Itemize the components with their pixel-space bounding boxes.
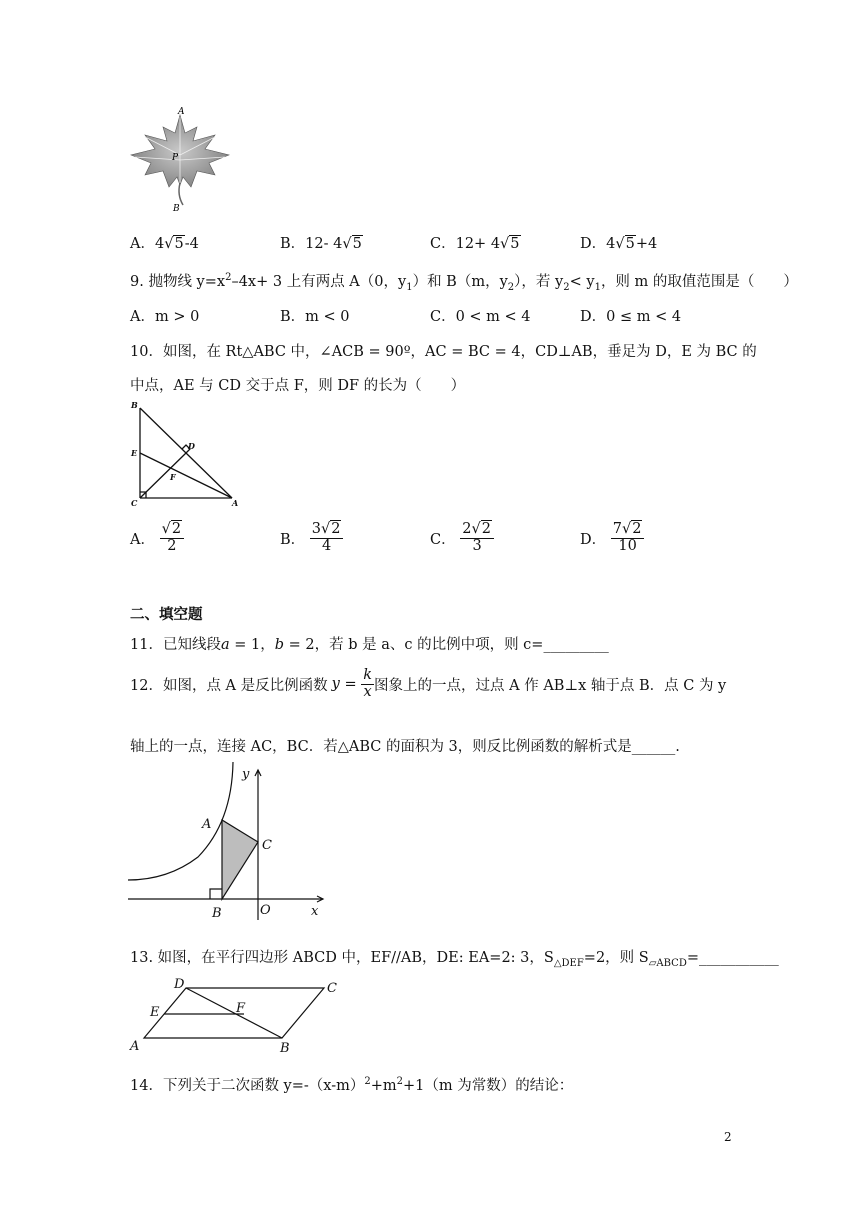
leaf-label-b: B (173, 204, 180, 214)
q10-option-b: B． $\frac{3√2}{4}$ (280, 522, 343, 555)
q11-stem: 11．已知线段a = 1，b = 2，若 b 是 a、c 的比例中项，则 c=_________ (130, 637, 609, 653)
q9-option-a: A．m > 0 (130, 309, 200, 325)
para-label-a: A (130, 1039, 140, 1054)
q12-hyperbola-figure (128, 762, 333, 922)
q10-triangle-figure (128, 398, 246, 513)
leaf-label-p: P (172, 153, 179, 163)
q9-option-d: D．0 ≤ m < 4 (580, 309, 682, 325)
para-label-c: C (327, 981, 337, 996)
para-label-f: F (236, 1001, 246, 1016)
page-number: 2 (724, 1130, 732, 1144)
q10-stem-line2: 中点，AE 与 CD 交于点 F，则 DF 的长为（ ） (130, 378, 466, 394)
para-label-e: E (150, 1005, 160, 1020)
hyp-label-a: A (202, 817, 212, 832)
hyp-label-x: x (311, 904, 319, 919)
hyp-label-y: y (242, 767, 250, 782)
q8-option-d: D．4√5+4 (580, 236, 658, 252)
tri-label-a: A (232, 498, 239, 508)
q9-stem: 9. 抛物线 $y=x^2-4x+ 3$ 上有两点 A（0，$y_1$）和 B（m，$y_2$），若 $y_2< y_1$，则 m 的取值范围是（ ） (130, 272, 798, 293)
q12-stem-line2: 轴上的一点，连接 AC，BC．若△ABC 的面积为 3，则反比例函数的解析式是______. (130, 739, 680, 755)
q14-stem: 14．下列关于二次函数 $y=-(x-m)^2+m^2+1(m$ 为常数）的结论： (130, 1076, 574, 1094)
q12-stem-line1: 12．如图，点 A 是反比例函数 y = $\frac{k}{x}$ 图象上的一点，过点 A 作 AB⊥x 轴于点 B．点 C 为 y (130, 667, 727, 700)
hyp-label-b: B (212, 906, 222, 921)
tri-label-b: B (131, 400, 138, 410)
q13-stem: 13. 如图，在平行四边形 ABCD 中，EF//AB，DE: EA=2: 3，$S_{\triangle DEF}=2$，则 $S_{▱ABCD}=\_\_\_\_\_\_\_\_\_\_\_$ (130, 950, 779, 969)
para-label-d: D (174, 977, 185, 992)
q9-option-c: C．0 < m < 4 (430, 309, 531, 325)
q10-option-d: D． $\frac{7√2}{10}$ (580, 522, 644, 555)
leaf-label-a: A (178, 107, 185, 117)
q10-option-a: A． $\frac{√2}{2}$ (130, 522, 184, 555)
q9-option-b: B．m < 0 (280, 309, 350, 325)
hyp-label-o: O (260, 903, 271, 918)
hyp-label-c: C (262, 838, 272, 853)
q10-option-c: C． $\frac{2√2}{3}$ (430, 522, 494, 555)
q8-option-b: B．12- 4√5 (280, 236, 362, 252)
tri-label-f: F (170, 472, 176, 482)
q10-stem-line1: 10．如图，在 Rt△ABC 中，∠ACB = 90º，AC = BC = 4，CD⊥AB，垂足为 D，E 为 BC 的 (130, 344, 757, 360)
maple-leaf-figure (125, 105, 235, 215)
para-label-b: B (280, 1041, 290, 1054)
section-title-fill-in: 二、填空题 (130, 607, 203, 623)
q8-option-a: A．4√5-4 (130, 236, 199, 252)
q13-parallelogram-figure (126, 976, 346, 1054)
tri-label-d: D (188, 441, 195, 451)
q8-option-c: C．12+ 4√5 (430, 236, 520, 252)
tri-label-e: E (131, 448, 138, 458)
tri-label-c: C (131, 498, 138, 508)
